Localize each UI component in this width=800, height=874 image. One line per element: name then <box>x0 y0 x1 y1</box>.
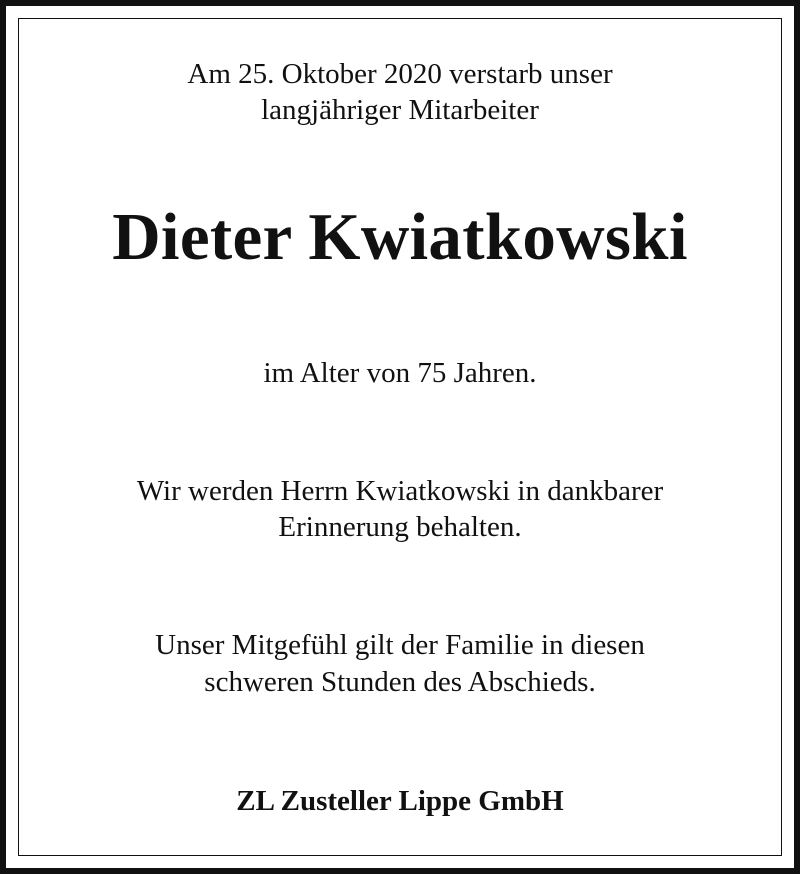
intro-line-1: Am 25. Oktober 2020 verstarb unser <box>187 58 613 90</box>
age-line: im Alter von 75 Jahren. <box>263 357 537 389</box>
remembrance-line-1: Wir werden Herrn Kwiatkowski in dankbarer <box>136 475 664 507</box>
deceased-name: Dieter Kwiatkowski <box>112 200 688 274</box>
signature-company: ZL Zusteller Lippe GmbH <box>236 785 564 817</box>
condolence-line-1: Unser Mitgefühl gilt der Familie in diesen <box>155 629 645 661</box>
remembrance-line-2: Erinnerung behalten. <box>278 511 522 543</box>
condolence-line-2: schweren Stunden des Abschieds. <box>204 666 596 698</box>
intro-line-2: langjähriger Mitarbeiter <box>261 94 539 126</box>
